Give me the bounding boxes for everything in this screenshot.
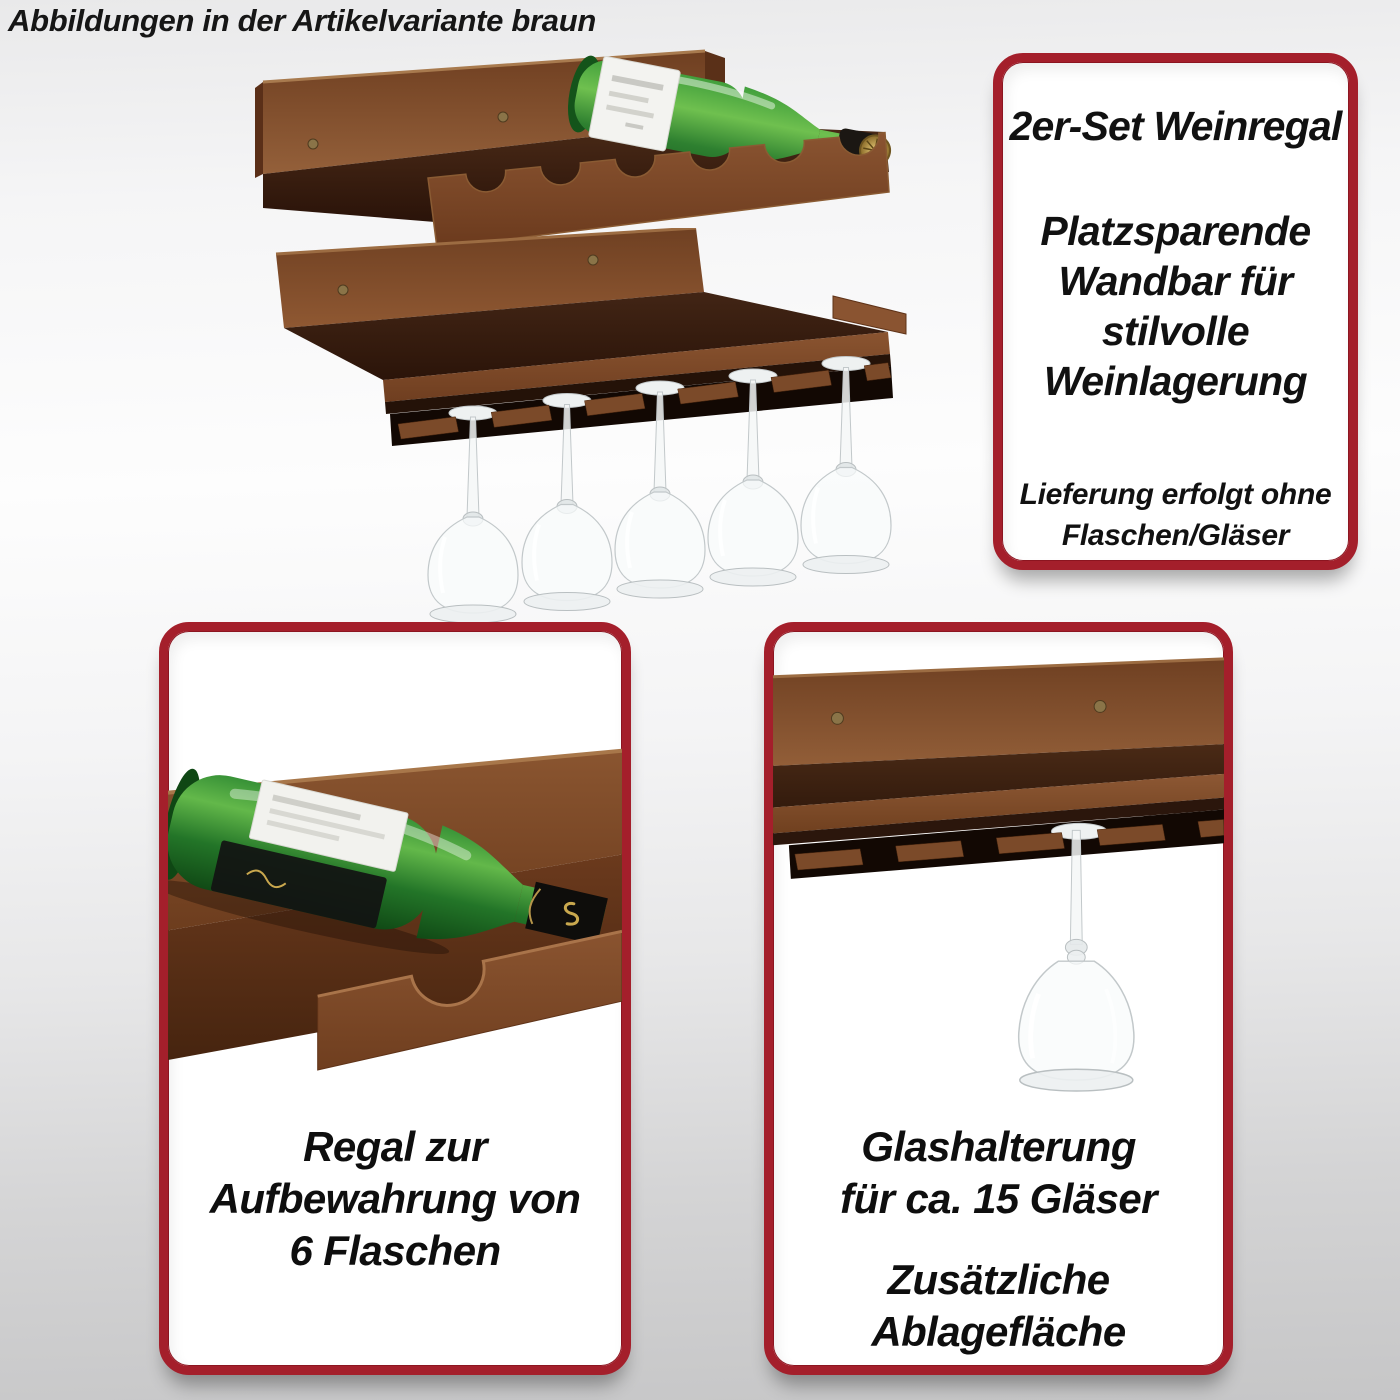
bottle-closeup-illustration: [168, 647, 622, 1076]
feature-box-glass-holder: [764, 622, 1233, 1375]
screw-icon: [588, 255, 598, 265]
hanging-wine-glass: [522, 405, 612, 611]
info-title: 2er-Set Weinregal: [1009, 103, 1342, 149]
info-subtitle: [1040, 206, 1310, 406]
caption-line: für ca. 15 Gläser: [840, 1175, 1157, 1222]
screw-icon: [338, 285, 348, 295]
screw-icon: [308, 139, 318, 149]
screw-icon: [498, 112, 508, 122]
info-box: [993, 53, 1358, 570]
info-note-line: Flaschen/Gläser: [1061, 519, 1290, 552]
panel-left-edge: [255, 82, 263, 178]
caption-line: 6 Flaschen: [289, 1227, 501, 1274]
screw-icon: [831, 712, 843, 724]
info-subtitle-line: Wandbar für: [1058, 258, 1293, 304]
info-subtitle-line: Weinlagerung: [1043, 358, 1308, 404]
caption-line: Aufbewahrung von: [209, 1175, 581, 1222]
hanging-wine-glass: [428, 417, 518, 623]
info-box-content: [1002, 62, 1349, 561]
feature-box-bottle-storage: [159, 622, 631, 1375]
info-subtitle-line: Platzsparende: [1040, 208, 1311, 254]
caption-line: Ablagefläche: [871, 1308, 1126, 1355]
caption-line: Glashalterung: [861, 1123, 1136, 1170]
page-heading: Abbildungen in der Artikelvariante braun: [8, 3, 596, 38]
caption-bottle-storage: [168, 1121, 622, 1277]
screw-icon: [1094, 701, 1106, 713]
info-subtitle-line: stilvolle: [1101, 308, 1250, 354]
caption-line: Zusätzliche: [887, 1256, 1110, 1303]
photo-wine-shelf-glasses: [248, 228, 968, 628]
bottle-label: [588, 56, 680, 151]
caption-line: Regal zur: [303, 1123, 487, 1170]
caption-glass-holder: [773, 1121, 1224, 1225]
caption-extra-surface: [773, 1254, 1224, 1358]
info-note-line: Lieferung erfolgt ohne: [1019, 478, 1332, 511]
hanging-wine-glass-closeup: [1019, 830, 1134, 1091]
wine-shelf-with-glasses-illustration: [248, 228, 968, 628]
glass-closeup-illustration: [773, 647, 1224, 1093]
info-note: [1020, 474, 1332, 556]
